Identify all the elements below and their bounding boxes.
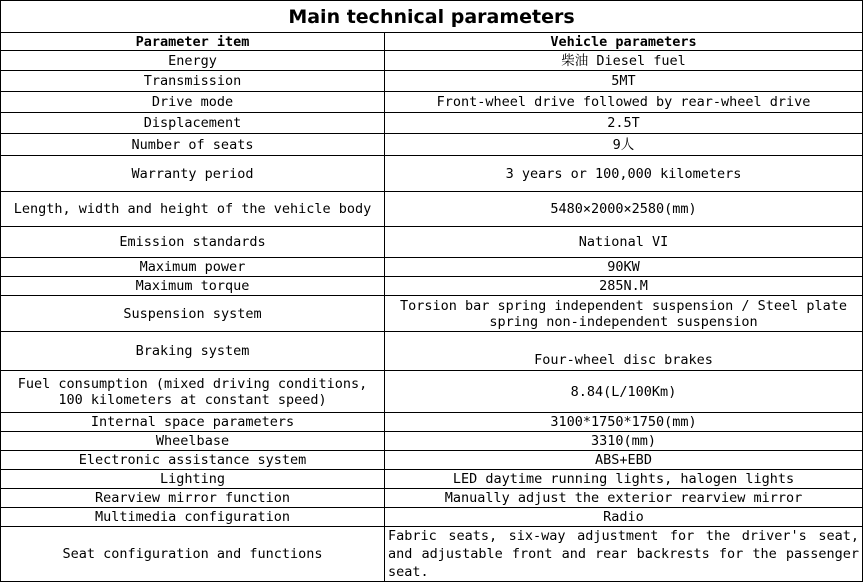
table-row [1,413,863,432]
table-row [1,296,863,332]
row-item: Number of seats [1,134,385,156]
table-row [1,371,863,413]
table-title: Main technical parameters [1,1,863,33]
row-value: 柴油 Diesel fuel [385,51,863,71]
row-value: 3310(mm) [385,432,863,451]
row-item: Maximum torque [1,277,385,296]
table-row [1,489,863,508]
row-value: Torsion bar spring independent suspension / Steel plate spring non-independent suspension [385,296,863,332]
header-parameter-item: Parameter item [1,33,385,51]
row-value: National VI [385,227,863,258]
table-row [1,470,863,489]
row-item: Fuel consumption (mixed driving conditions, 100 kilometers at constant speed) [1,371,385,413]
table-row [1,332,863,371]
row-value: Radio [385,508,863,527]
row-item: Rearview mirror function [1,489,385,508]
row-item: Transmission [1,71,385,92]
table-row [1,156,863,192]
row-value: ABS+EBD [385,451,863,470]
row-item: Multimedia configuration [1,508,385,527]
row-value: 5MT [385,71,863,92]
row-value: Four-wheel disc brakes [385,332,863,371]
row-item: Length, width and height of the vehicle body [1,192,385,227]
table-row [1,71,863,92]
row-item: Seat configuration and functions [1,527,385,582]
row-item: Braking system [1,332,385,371]
table-row [1,527,863,582]
header-vehicle-parameters: Vehicle parameters [385,33,863,51]
row-value: 5480×2000×2580(mm) [385,192,863,227]
table-row [1,508,863,527]
row-value: 8.84(L/100Km) [385,371,863,413]
row-value: Fabric seats, six-way adjustment for the driver's seat, and adjustable front and rear backrests for the passenger seat. [385,527,863,582]
row-item: Suspension system [1,296,385,332]
row-value: Manually adjust the exterior rearview mirror [385,489,863,508]
row-value: 3100*1750*1750(mm) [385,413,863,432]
row-value: 90KW [385,258,863,277]
row-item: Warranty period [1,156,385,192]
row-item: Electronic assistance system [1,451,385,470]
table-row [1,134,863,156]
row-item: Internal space parameters [1,413,385,432]
header-row [1,33,863,51]
table-row [1,432,863,451]
table-row [1,51,863,71]
row-value: 2.5T [385,113,863,134]
table-row [1,258,863,277]
row-item: Maximum power [1,258,385,277]
row-value: Front-wheel drive followed by rear-wheel drive [385,92,863,113]
table-row [1,277,863,296]
table-row [1,113,863,134]
row-item: Displacement [1,113,385,134]
table-row [1,451,863,470]
table-row [1,227,863,258]
row-item: Emission standards [1,227,385,258]
row-value: 9人 [385,134,863,156]
row-item: Energy [1,51,385,71]
row-item: Drive mode [1,92,385,113]
table-row [1,92,863,113]
row-value: LED daytime running lights, halogen lights [385,470,863,489]
title-row [1,1,863,33]
table-row [1,192,863,227]
row-value: 285N.M [385,277,863,296]
row-value: 3 years or 100,000 kilometers [385,156,863,192]
row-item: Wheelbase [1,432,385,451]
row-item: Lighting [1,470,385,489]
